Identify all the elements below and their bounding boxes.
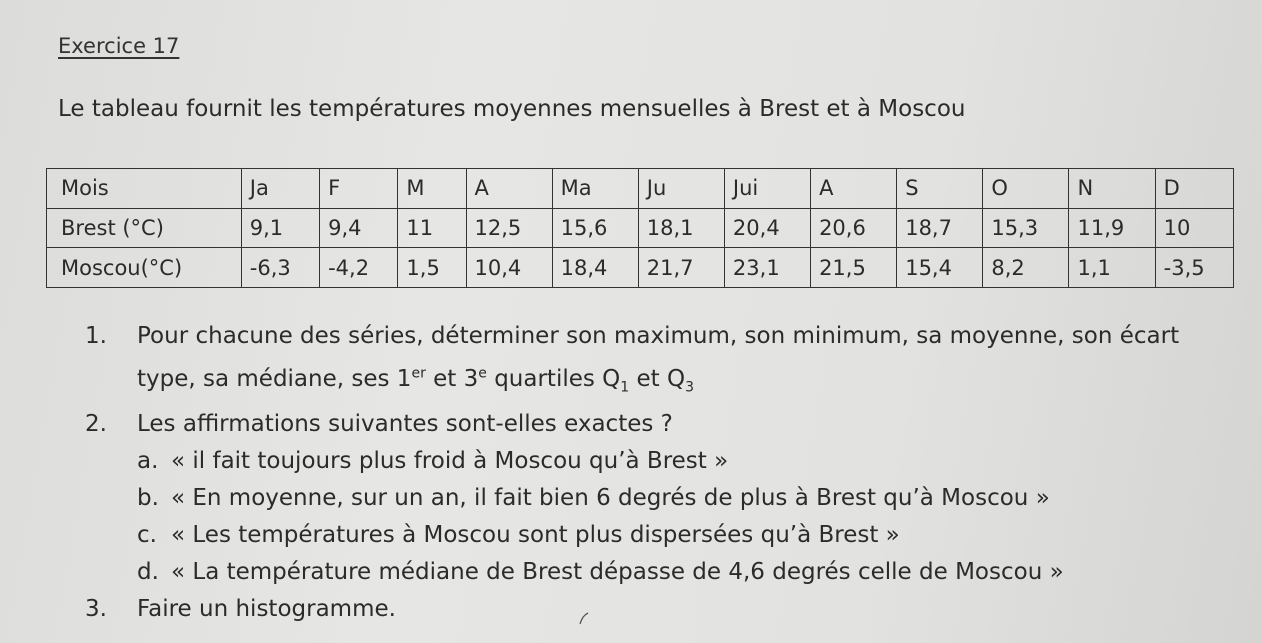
affirmation-c	[137, 517, 1235, 554]
table-cell: 8,2	[983, 248, 1069, 288]
question-number: 1.	[85, 323, 107, 349]
table-cell: 10	[1155, 208, 1233, 248]
subscript-3: 3	[685, 379, 695, 396]
table-cell: 11,9	[1069, 208, 1155, 248]
table-cell: 15,3	[983, 208, 1069, 248]
table-cell: 20,6	[811, 208, 897, 248]
table-cell: 15,6	[552, 208, 638, 248]
exercise-intro: Le tableau fournit les températures moyennes mensuelles à Brest et à Moscou	[58, 96, 966, 122]
table-cell: 21,7	[638, 248, 724, 288]
table-cell: 23,1	[724, 248, 810, 288]
table-cell: 18,1	[638, 208, 724, 248]
affirmation-text: « Les températures à Moscou sont plus dispersées qu’à Brest »	[171, 522, 900, 549]
table-cell: -6,3	[241, 248, 319, 288]
table-cell: 9,1	[241, 208, 319, 248]
superscript-e: e	[478, 365, 487, 381]
table-cell: 15,4	[897, 248, 983, 288]
table-cell: 21,5	[811, 248, 897, 288]
table-cell: 10,4	[466, 248, 552, 288]
table-cell: Ma	[552, 169, 638, 209]
question-text: Les affirmations suivantes sont-elles exactes ?	[137, 411, 673, 438]
table-cell: 12,5	[466, 208, 552, 248]
table-cell: Moscou(°C)	[47, 248, 242, 288]
table-cell: M	[398, 169, 466, 209]
affirmation-letter: c.	[137, 522, 157, 549]
affirmation-text: « La température médiane de Brest dépasse de 4,6 degrés celle de Moscou »	[171, 559, 1064, 586]
affirmation-d	[137, 554, 1235, 591]
table-cell: 11	[398, 208, 466, 248]
table-cell: 18,4	[552, 248, 638, 288]
table-header-row	[47, 169, 1234, 209]
exercise-title: Exercice 17	[58, 34, 180, 58]
question-1	[85, 318, 1235, 406]
question-text-part: quartiles Q	[486, 365, 621, 392]
question-3	[85, 591, 1235, 628]
table-cell: S	[897, 169, 983, 209]
table-row-brest	[47, 208, 1234, 248]
question-number: 2.	[85, 411, 107, 438]
table-cell: 1,5	[398, 248, 466, 288]
affirmation-letter: b.	[137, 485, 159, 512]
pen-mark-icon	[578, 612, 590, 626]
subscript-1: 1	[620, 379, 630, 396]
question-text-part: et 3	[425, 365, 479, 392]
table-cell: 9,4	[320, 208, 398, 248]
table-cell: A	[466, 169, 552, 209]
affirmation-a	[137, 443, 1235, 480]
superscript-er: er	[411, 365, 426, 381]
table-cell: Jui	[724, 169, 810, 209]
question-number: 3.	[85, 596, 107, 623]
table-cell: Mois	[47, 169, 242, 209]
temperature-table	[46, 168, 1234, 288]
affirmation-text: « il fait toujours plus froid à Moscou qu’à Brest »	[171, 448, 729, 475]
table-row-moscou	[47, 248, 1234, 288]
table-cell: N	[1069, 169, 1155, 209]
question-text	[137, 323, 1180, 396]
table-cell: Brest (°C)	[47, 208, 242, 248]
table-cell: A	[811, 169, 897, 209]
table-cell: 20,4	[724, 208, 810, 248]
question-list	[85, 318, 1235, 628]
affirmation-letter: d.	[137, 559, 159, 586]
affirmation-b	[137, 480, 1235, 517]
table-cell: F	[320, 169, 398, 209]
table-cell: D	[1155, 169, 1233, 209]
table-cell: Ju	[638, 169, 724, 209]
table-cell: 1,1	[1069, 248, 1155, 288]
table-cell: 18,7	[897, 208, 983, 248]
question-text-part: et Q	[629, 365, 686, 392]
table-cell: Ja	[241, 169, 319, 209]
affirmation-letter: a.	[137, 448, 159, 475]
question-text-part: Pour chacune des séries, déterminer son maximum, son minimum, sa moyenne, son écart type, sa médiane, ses 1	[137, 323, 1180, 392]
table-cell: -4,2	[320, 248, 398, 288]
table-cell: O	[983, 169, 1069, 209]
question-text: Faire un histogramme.	[137, 596, 396, 623]
table-cell: -3,5	[1155, 248, 1233, 288]
question-2	[85, 406, 1235, 591]
affirmation-list	[137, 443, 1235, 591]
affirmation-text: « En moyenne, sur un an, il fait bien 6 degrés de plus à Brest qu’à Moscou »	[171, 485, 1050, 512]
